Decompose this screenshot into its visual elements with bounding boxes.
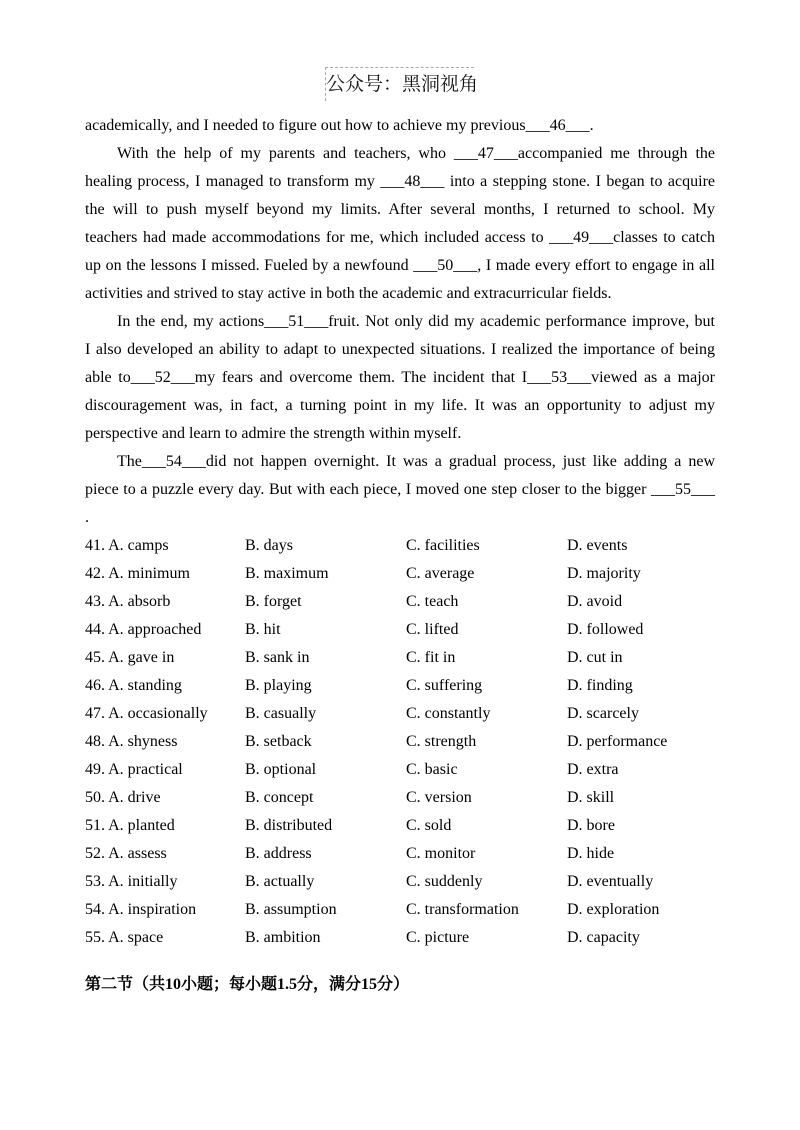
- option-d: D. capacity: [567, 929, 640, 946]
- option-c: C. teach: [406, 593, 459, 610]
- option-c: C. picture: [406, 929, 470, 946]
- option-a: 54. A. inspiration: [85, 901, 197, 918]
- option-c: C. average: [406, 565, 475, 582]
- option-a: 44. A. approached: [85, 621, 202, 638]
- option-a: 41. A. camps: [85, 537, 169, 554]
- options-table: [85, 532, 715, 952]
- option-a: 55. A. space: [85, 929, 164, 946]
- option-a: 49. A. practical: [85, 761, 183, 778]
- option-c: C. monitor: [406, 845, 476, 862]
- option-b: B. days: [245, 537, 293, 554]
- passage-line: activities and strived to stay active in both the academic and extracurricular fields.: [85, 285, 612, 302]
- option-d: D. performance: [567, 733, 668, 750]
- option-b: B. ambition: [245, 929, 321, 946]
- option-d: D. finding: [567, 677, 633, 694]
- option-d: D. cut in: [567, 649, 623, 666]
- passage-line: perspective and learn to admire the strength within myself.: [85, 425, 462, 442]
- watermark-label: 公众号：黑洞视角: [325, 67, 474, 101]
- option-b: B. address: [245, 845, 312, 862]
- option-a: 48. A. shyness: [85, 733, 178, 750]
- option-d: D. skill: [567, 789, 615, 806]
- option-a: 42. A. minimum: [85, 565, 190, 582]
- passage-line: piece to a puzzle every day. But with each piece, I moved one step closer to the bigger ___55___: [85, 481, 715, 498]
- option-b: B. hit: [245, 621, 281, 638]
- option-c: C. facilities: [406, 537, 480, 554]
- option-b: B. casually: [245, 705, 317, 722]
- option-a: 47. A. occasionally: [85, 705, 208, 722]
- option-c: C. sold: [406, 817, 452, 834]
- option-c: C. fit in: [406, 649, 456, 666]
- option-a: 51. A. planted: [85, 817, 175, 834]
- option-c: C. version: [406, 789, 472, 806]
- option-b: B. forget: [245, 593, 302, 610]
- passage-line: academically, and I needed to figure out how to achieve my previous___46___.: [85, 117, 594, 134]
- passage-line: The___54___did not happen overnight. It was a gradual process, just like adding a new: [117, 453, 715, 470]
- option-c: C. strength: [406, 733, 477, 750]
- option-a: 43. A. absorb: [85, 593, 171, 610]
- option-c: C. basic: [406, 761, 458, 778]
- passage-body: [85, 112, 715, 999]
- option-d: D. scarcely: [567, 705, 639, 722]
- option-d: D. events: [567, 537, 628, 554]
- option-a: 50. A. drive: [85, 789, 161, 806]
- option-b: B. assumption: [245, 901, 337, 918]
- option-b: B. distributed: [245, 817, 333, 834]
- option-d: D. followed: [567, 621, 644, 638]
- option-d: D. majority: [567, 565, 641, 582]
- option-c: C. lifted: [406, 621, 459, 638]
- option-b: B. optional: [245, 761, 317, 778]
- option-b: B. actually: [245, 873, 315, 890]
- option-d: D. extra: [567, 761, 619, 778]
- option-c: C. suffering: [406, 677, 483, 694]
- option-a: 53. A. initially: [85, 873, 178, 890]
- passage-line: In the end, my actions___51___fruit. Not only did my academic performance improve, but: [117, 313, 715, 330]
- option-d: D. eventually: [567, 873, 654, 890]
- option-c: C. suddenly: [406, 873, 483, 890]
- passage-line: .: [85, 509, 89, 526]
- passage-line: teachers had made accommodations for me, which included access to ___49___classes to catch: [85, 229, 715, 246]
- option-b: B. maximum: [245, 565, 329, 582]
- passage-line: With the help of my parents and teachers, who ___47___accompanied me through the: [117, 145, 715, 162]
- section-heading: 第二节（共10小题；每小题1.5分，满分15分）: [85, 976, 410, 993]
- option-a: 45. A. gave in: [85, 649, 175, 666]
- option-b: B. setback: [245, 733, 312, 750]
- option-c: C. constantly: [406, 705, 491, 722]
- option-b: B. concept: [245, 789, 314, 806]
- option-a: 46. A. standing: [85, 677, 182, 694]
- passage-line: discouragement was, in fact, a turning point in my life. It was an opportunity to adjust my: [85, 397, 715, 414]
- option-d: D. hide: [567, 845, 615, 862]
- passage-line: healing process, I managed to transform my ___48___ into a stepping stone. I began to acquire: [85, 173, 715, 190]
- option-c: C. transformation: [406, 901, 519, 918]
- option-d: D. bore: [567, 817, 615, 834]
- option-b: B. playing: [245, 677, 312, 694]
- passage-line: the will to push myself beyond my limits. After several months, I returned to school. My: [85, 201, 715, 218]
- option-b: B. sank in: [245, 649, 310, 666]
- option-a: 52. A. assess: [85, 845, 167, 862]
- passage-line: up on the lessons I missed. Fueled by a newfound ___50___, I made every effort to engage in all: [85, 257, 715, 274]
- option-d: D. avoid: [567, 593, 623, 610]
- option-d: D. exploration: [567, 901, 660, 918]
- passage-line: I also developed an ability to adapt to unexpected situations. I realized the importance of being: [85, 341, 715, 358]
- passage-line: able to___52___my fears and overcome them. The incident that I___53___viewed as a major: [85, 369, 715, 386]
